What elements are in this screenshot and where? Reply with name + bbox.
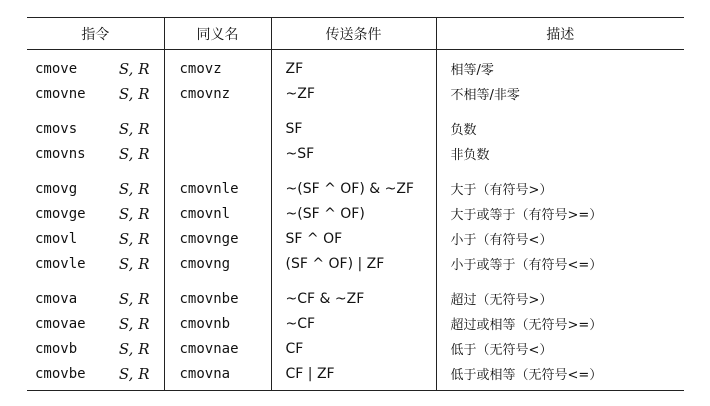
row-group [27,280,684,391]
description-cell: 不相等/非零 [436,81,684,110]
synonym-cell: cmovnle [164,170,271,201]
instruction-mnemonic: cmovle [35,255,86,272]
description-cell: 大于（有符号>） [436,170,684,201]
instruction-cell [27,336,164,361]
table-row [27,361,684,391]
instruction-mnemonic: cmovg [35,180,78,197]
table-row [27,81,684,110]
table-row [27,311,684,336]
table-row [27,251,684,280]
synonym-cell: cmovnl [164,201,271,226]
instruction-cell [27,361,164,391]
table-row [27,336,684,361]
description-cell: 非负数 [436,141,684,170]
instruction-mnemonic: cmovb [35,340,78,357]
description-cell: 相等/零 [436,50,684,82]
synonym-cell: cmovnge [164,226,271,251]
table-row [27,50,684,82]
condition-cell: ~SF [271,141,436,170]
instruction-operands: S, R [118,289,150,308]
header-condition: 传送条件 [271,18,436,50]
header-description: 描述 [436,18,684,50]
table-row [27,201,684,226]
instruction-mnemonic: cmovl [35,230,78,247]
instruction-mnemonic: cmova [35,290,78,307]
instruction-operands: S, R [118,59,150,78]
instruction-cell [27,226,164,251]
description-cell: 大于或等于（有符号>=） [436,201,684,226]
instruction-cell [27,50,164,82]
header-instruction: 指令 [27,18,164,50]
table-row [27,280,684,311]
synonym-cell: cmovnb [164,311,271,336]
instruction-mnemonic: cmovge [35,205,86,222]
row-group [27,110,684,170]
instruction-operands: S, R [118,179,150,198]
condition-cell: ZF [271,50,436,82]
instruction-mnemonic: cmovs [35,120,78,137]
instruction-operands: S, R [118,119,150,138]
condition-cell: CF | ZF [271,361,436,391]
condition-cell: ~CF [271,311,436,336]
description-cell: 小于（有符号<） [436,226,684,251]
instruction-cell [27,81,164,110]
condition-cell: SF [271,110,436,141]
instruction-operands: S, R [118,229,150,248]
instruction-cell [27,141,164,170]
instruction-cell [27,280,164,311]
instruction-operands: S, R [118,204,150,223]
synonym-cell [164,141,271,170]
instruction-operands: S, R [118,364,150,383]
condition-cell: ~(SF ^ OF) [271,201,436,226]
table-row [27,226,684,251]
synonym-cell: cmovnbe [164,280,271,311]
description-cell: 超过（无符号>） [436,280,684,311]
synonym-cell: cmovnae [164,336,271,361]
instruction-operands: S, R [118,254,150,273]
header-row [27,18,684,50]
instruction-cell [27,170,164,201]
condition-cell: (SF ^ OF) | ZF [271,251,436,280]
instruction-mnemonic: cmovbe [35,365,86,382]
condition-cell: ~ZF [271,81,436,110]
instruction-cell [27,201,164,226]
instruction-cell [27,311,164,336]
description-cell: 小于或等于（有符号<=） [436,251,684,280]
synonym-cell [164,110,271,141]
synonym-cell: cmovng [164,251,271,280]
description-cell: 超过或相等（无符号>=） [436,311,684,336]
instruction-mnemonic: cmovns [35,145,86,162]
cmov-instruction-table [27,17,684,391]
instruction-operands: S, R [118,314,150,333]
instruction-mnemonic: cmovae [35,315,86,332]
row-group [27,50,684,111]
table-row [27,110,684,141]
condition-cell: CF [271,336,436,361]
instruction-cell [27,110,164,141]
header-synonym: 同义名 [164,18,271,50]
synonym-cell: cmovnz [164,81,271,110]
instruction-mnemonic: cmove [35,60,78,77]
instruction-cell [27,251,164,280]
instruction-mnemonic: cmovne [35,85,86,102]
instruction-operands: S, R [118,144,150,163]
instruction-operands: S, R [118,339,150,358]
table-row [27,141,684,170]
synonym-cell: cmovna [164,361,271,391]
condition-cell: SF ^ OF [271,226,436,251]
description-cell: 低于或相等（无符号<=） [436,361,684,391]
description-cell: 低于（无符号<） [436,336,684,361]
instruction-operands: S, R [118,84,150,103]
condition-cell: ~CF & ~ZF [271,280,436,311]
synonym-cell: cmovz [164,50,271,82]
condition-cell: ~(SF ^ OF) & ~ZF [271,170,436,201]
table-row [27,170,684,201]
row-group [27,170,684,280]
description-cell: 负数 [436,110,684,141]
